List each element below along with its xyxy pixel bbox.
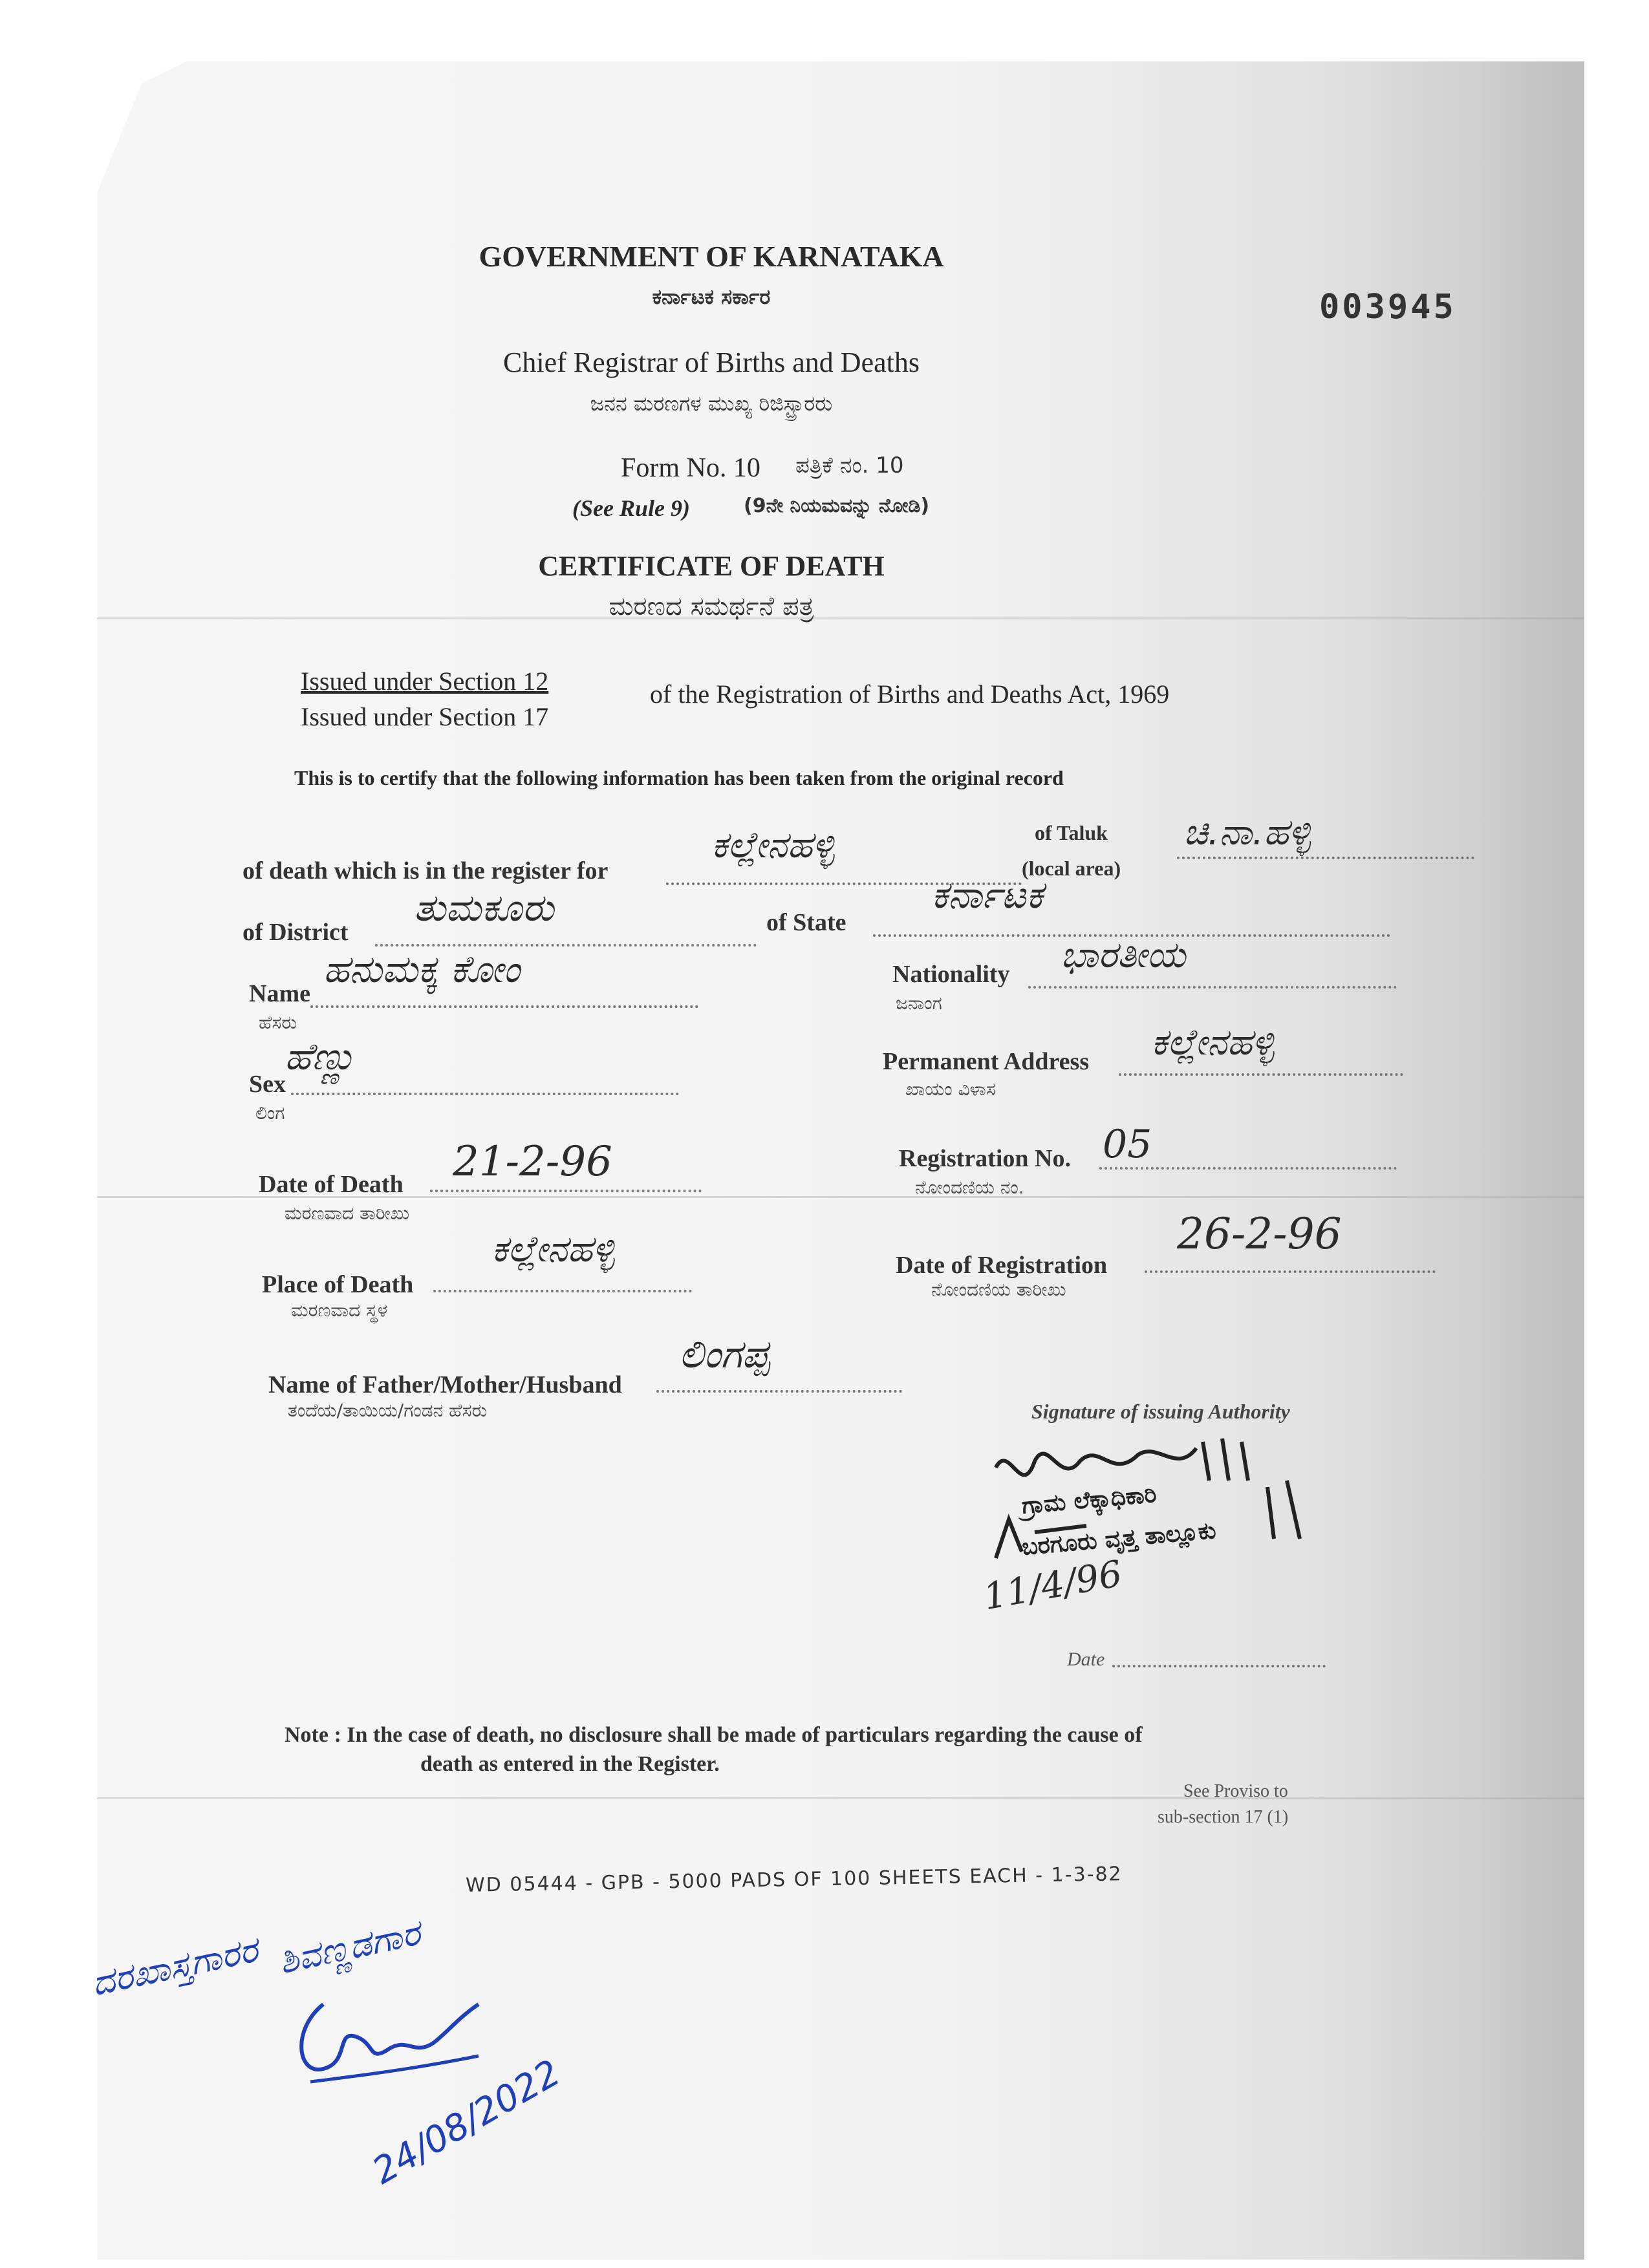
- date-of-death-label-kannada: ಮರಣವಾದ ತಾರೀಖು: [285, 1203, 410, 1224]
- state-label: of State: [766, 909, 846, 936]
- parent-name-label-kannada: ತಂದೆಯ/ತಾಯಿಯ/ಗಂಡನ ಹೆಸರು: [288, 1400, 488, 1421]
- district-value: ತುಮಕೂರು: [414, 886, 554, 930]
- serial-number: 003945: [1319, 288, 1456, 326]
- taluk-value: ಚಿ.ನಾ.ಹಳ್ಳಿ: [1183, 811, 1311, 853]
- register-for-value: ಕಲ್ಲೇನಹಳ್ಳಿ: [711, 824, 835, 866]
- certificate-title-kannada: ಮರಣದ ಸಮರ್ಥನೆ ಪತ್ರ: [609, 592, 814, 621]
- registration-no-label-kannada: ನೋಂದಣಿಯ ನಂ.: [915, 1177, 1024, 1198]
- rule-reference-kannada: (9ನೇ ನಿಯಮವನ್ನು ನೋಡಿ): [744, 495, 930, 517]
- government-title-kannada: ಕರ್ನಾಟಕ ಸರ್ಕಾರ: [652, 284, 771, 309]
- signature-label: Signature of issuing Authority: [1031, 1400, 1290, 1423]
- sex-dotline: [291, 1093, 679, 1095]
- parent-name-label: Name of Father/Mother/Husband: [268, 1371, 622, 1398]
- attestation-line-2: ದರಖಾಸ್ತಗಾರರ: [88, 1929, 262, 2004]
- form-number-kannada: ಪತ್ರಿಕೆ ನಂ. 10: [795, 453, 904, 478]
- section-12-label: Issued under Section 12: [301, 667, 549, 696]
- note-text: Note : In the case of death, no disclosure shall be made of particulars regarding the cause of: [285, 1723, 1143, 1747]
- nationality-label-kannada: ಜನಾಂಗ: [896, 992, 942, 1014]
- note-text-line-2: death as entered in the Register.: [420, 1752, 720, 1776]
- name-dotline: [310, 1005, 698, 1008]
- place-of-death-label: Place of Death: [262, 1271, 414, 1298]
- register-for-label: of death which is in the register for: [242, 857, 609, 884]
- place-of-death-value: ಕಲ್ಲೇನಹಳ್ಳಿ: [491, 1228, 615, 1270]
- local-area-label: (local area): [1022, 857, 1121, 880]
- date-dotline: [1112, 1665, 1326, 1667]
- parent-name-dotline: [656, 1390, 902, 1393]
- proviso-reference-line-2: sub-section 17 (1): [1158, 1807, 1289, 1827]
- registrar-title-kannada: ಜನನ ಮರಣಗಳ ಮುಖ್ಯ ರಿಜಿಸ್ಟ್ರಾರರು: [590, 391, 833, 416]
- registration-no-label: Registration No.: [899, 1145, 1071, 1172]
- act-reference: of the Registration of Births and Deaths Act, 1969: [650, 679, 1170, 709]
- stamp-line-2: ಬರಗೂರು ವೃತ್ತ ತಾಲ್ಲೂಕು: [1020, 1517, 1218, 1561]
- signature-date: 11/4/96: [980, 1552, 1125, 1619]
- section-17-label: Issued under Section 17: [301, 702, 549, 731]
- date-of-death-value: 21-2-96: [453, 1138, 612, 1186]
- place-of-death-label-kannada: ಮರಣವಾದ ಸ್ಥಳ: [291, 1300, 388, 1321]
- registration-no-dotline: [1099, 1167, 1397, 1170]
- date-of-registration-value: 26-2-96: [1177, 1209, 1342, 1259]
- certify-statement: This is to certify that the following information has been taken from the original record: [294, 766, 1064, 789]
- name-label: Name: [249, 980, 310, 1007]
- registration-no-value: 05: [1103, 1122, 1152, 1167]
- proviso-reference: See Proviso to: [1183, 1781, 1288, 1801]
- certificate-title: CERTIFICATE OF DEATH: [538, 550, 885, 582]
- nationality-label: Nationality: [892, 961, 1010, 988]
- sex-label-kannada: ಲಿಂಗ: [255, 1102, 285, 1124]
- taluk-dotline: [1177, 857, 1474, 859]
- date-label: Date: [1067, 1649, 1105, 1670]
- attestation-date: 24/08/2022: [365, 2051, 568, 2193]
- address-dotline: [1119, 1073, 1403, 1076]
- date-of-registration-label: Date of Registration: [896, 1252, 1108, 1279]
- attestation-line-1: ಶಿವಣ್ಣಡಗಾರ: [275, 1912, 424, 1982]
- date-of-registration-label-kannada: ನೋಂದಣಿಯ ತಾರೀಖು: [931, 1279, 1066, 1300]
- taluk-label: of Taluk: [1035, 821, 1108, 844]
- district-dotline: [375, 944, 757, 947]
- district-label: of District: [242, 919, 349, 946]
- state-value: ಕರ್ನಾಟಕ: [931, 873, 1043, 917]
- parent-name-value: ಲಿಂಗಪ್ಪ: [679, 1332, 770, 1377]
- address-label-kannada: ಖಾಯಂ ವಿಳಾಸ: [905, 1078, 996, 1100]
- date-of-registration-dotline: [1145, 1270, 1436, 1273]
- printer-imprint: WD 05444 - GPB - 5000 PADS OF 100 SHEETS EACH - 1-3-82: [465, 1863, 1123, 1897]
- date-of-death-label: Date of Death: [259, 1171, 404, 1198]
- address-label: Permanent Address: [883, 1048, 1090, 1075]
- nationality-dotline: [1028, 986, 1397, 989]
- sex-label: Sex: [249, 1071, 286, 1098]
- address-value: ಕಲ್ಲೇನಹಳ್ಳಿ: [1151, 1022, 1275, 1064]
- form-number: Form No. 10: [621, 453, 760, 483]
- government-title: GOVERNMENT OF KARNATAKA: [479, 240, 944, 273]
- name-label-kannada: ಹೆಸರು: [259, 1012, 297, 1033]
- sex-value: ಹೆಣ್ಣು: [285, 1034, 356, 1078]
- nationality-value: ಭಾರತೀಯ: [1061, 934, 1186, 976]
- fold-line: [97, 1797, 1584, 1799]
- rule-reference: (See Rule 9): [572, 495, 690, 521]
- stamp-line-1: ಗ್ರಾಮ ಲೆಕ್ಕಾಧಿಕಾರಿ: [1020, 1481, 1158, 1520]
- attestation-signature: [285, 1991, 491, 2095]
- registrar-title: Chief Registrar of Births and Deaths: [503, 347, 920, 378]
- place-of-death-dotline: [433, 1290, 692, 1292]
- date-of-death-dotline: [430, 1190, 702, 1192]
- name-value: ಹನುಮಕ್ಕ ಕೋಂ: [323, 947, 520, 991]
